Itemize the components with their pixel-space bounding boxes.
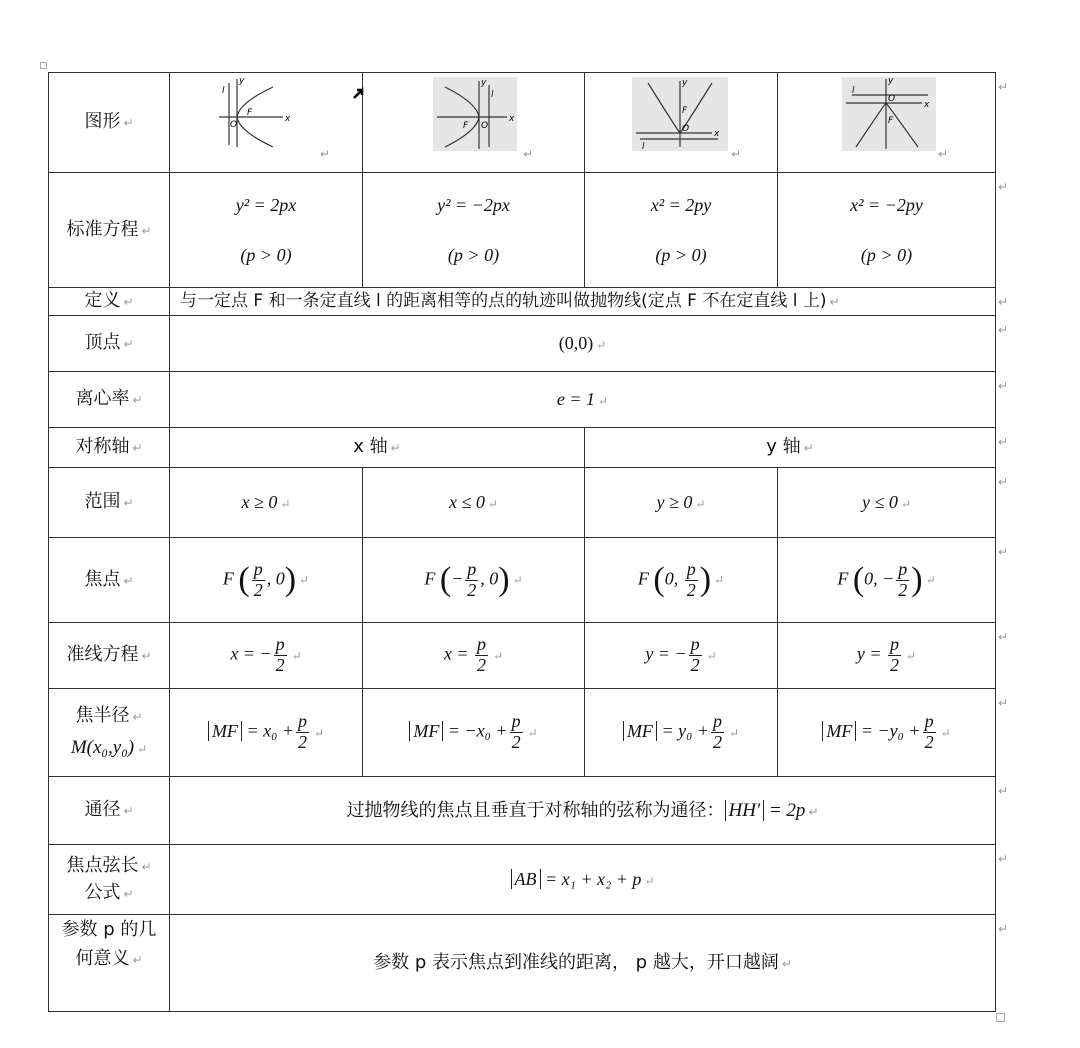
equation-4: x² = −2py (p > 0)	[778, 173, 996, 288]
definition-text: 与一定点 F 和一条定直线 l 的距离相等的点的轨迹叫做抛物线(定点 F 不在定直线 l 上) ↵	[170, 288, 996, 316]
table-resize-handle[interactable]	[996, 1013, 1005, 1022]
axis-y: y 轴 ↵	[585, 428, 996, 468]
row-end-mark: ↵	[998, 80, 1009, 94]
directrix-3: y = − $\frac{p}{2}$ ↵	[585, 623, 778, 689]
svg-text:O: O	[230, 120, 238, 130]
parabola-left-diagram	[419, 73, 529, 153]
axis-x: x 轴 ↵	[170, 428, 585, 468]
row-eccentricity	[49, 372, 996, 428]
svg-text:x: x	[714, 129, 720, 139]
svg-text:x: x	[508, 114, 514, 124]
equation-2: y² = −2px (p > 0)	[363, 173, 585, 288]
svg-text:O: O	[480, 121, 488, 131]
range-3: y ≥ 0 ↵	[585, 468, 778, 538]
row-axis	[49, 428, 996, 468]
figure-down-opening: x y O F l ↵	[778, 73, 996, 173]
svg-text:y: y	[239, 76, 245, 86]
row-directrix	[49, 623, 996, 689]
row-parameter-meaning	[49, 915, 996, 1012]
row-end-mark: ↵	[998, 435, 1009, 449]
row-range	[49, 468, 996, 538]
svg-text:F: F	[682, 106, 688, 116]
label-latus-rectum: 通径 ↵	[49, 777, 170, 845]
svg-text:y: y	[682, 78, 688, 88]
label-eccentricity: 离心率 ↵	[49, 372, 170, 428]
label-vertex: 顶点 ↵	[49, 316, 170, 372]
cursor-arrow-icon	[352, 86, 366, 100]
range-4: y ≤ 0 ↵	[778, 468, 996, 538]
row-latus-rectum	[49, 777, 996, 845]
row-end-mark: ↵	[998, 852, 1009, 866]
label-directrix: 准线方程 ↵	[49, 623, 170, 689]
label-definition: 定义 ↵	[49, 288, 170, 316]
svg-text:F: F	[887, 116, 893, 126]
latus-rectum-text: 过抛物线的焦点且垂直于对称轴的弦称为通径： HH′ = 2p ↵	[170, 777, 996, 845]
label-focus: 焦点 ↵	[49, 538, 170, 623]
directrix-1: x = − $\frac{p}{2}$ ↵	[170, 623, 363, 689]
focal-chord-formula: AB = x₁ + x₂ + p ↵	[170, 845, 996, 915]
figure-right-opening: x y O F l ↵	[170, 73, 363, 173]
parameter-meaning-text: 参数 p 表示焦点到准线的距离， p 越大，开口越阔 ↵	[170, 915, 996, 1012]
label-parameter-meaning: 参数 p 的几 何意义 ↵	[49, 915, 170, 1012]
svg-text:O: O	[887, 94, 895, 104]
svg-text:l: l	[222, 86, 225, 96]
row-end-mark: ↵	[998, 295, 1009, 309]
svg-text:F: F	[462, 121, 468, 131]
focus-4: F (0, − $\frac{p}{2}$ ) ↵	[778, 538, 996, 623]
row-definition	[49, 288, 996, 316]
label-focal-radius: 焦半径 ↵ M(x₀,y₀) ↵	[49, 689, 170, 777]
figure-left-opening: x y O F l ↵	[363, 73, 585, 173]
focus-2: F (− $\frac{p}{2}$ , 0) ↵	[363, 538, 585, 623]
label-figure: 图形 ↵	[49, 73, 170, 173]
row-end-mark: ↵	[998, 922, 1009, 936]
directrix-2: x = $\frac{p}{2}$ ↵	[363, 623, 585, 689]
equation-3: x² = 2py (p > 0)	[585, 173, 778, 288]
svg-text:y: y	[887, 76, 893, 86]
label-focal-chord: 焦点弦长 ↵ 公式 ↵	[49, 845, 170, 915]
range-2: x ≤ 0 ↵	[363, 468, 585, 538]
focus-1: F ( $\frac{p}{2}$ , 0) ↵	[170, 538, 363, 623]
svg-text:l: l	[642, 142, 645, 152]
svg-text:x: x	[923, 100, 929, 110]
parabola-up-diagram	[626, 73, 736, 153]
focal-radius-1: MF = x₀ + $\frac{p}{2}$ ↵	[170, 689, 363, 777]
directrix-4: y = $\frac{p}{2}$ ↵	[778, 623, 996, 689]
table-move-handle[interactable]	[40, 62, 47, 69]
vertex-value: (0,0) ↵	[170, 316, 996, 372]
label-equation: 标准方程 ↵	[49, 173, 170, 288]
row-end-mark: ↵	[998, 475, 1009, 489]
label-range: 范围 ↵	[49, 468, 170, 538]
row-vertex	[49, 316, 996, 372]
row-equation	[49, 173, 996, 288]
row-figure	[49, 73, 996, 173]
range-1: x ≥ 0 ↵	[170, 468, 363, 538]
row-focus	[49, 538, 996, 623]
focal-radius-2: MF = −x₀ + $\frac{p}{2}$ ↵	[363, 689, 585, 777]
svg-text:x: x	[285, 114, 291, 124]
row-end-mark: ↵	[998, 180, 1009, 194]
svg-text:l: l	[490, 90, 494, 100]
eccentricity-value: e = 1 ↵	[170, 372, 996, 428]
parabola-right-diagram	[211, 73, 321, 153]
svg-text:O: O	[682, 124, 690, 134]
row-end-mark: ↵	[998, 323, 1009, 337]
focal-radius-3: MF = y₀ + $\frac{p}{2}$ ↵	[585, 689, 778, 777]
svg-text:F: F	[247, 108, 253, 118]
figure-up-opening: x y O F l ↵	[585, 73, 778, 173]
row-end-mark: ↵	[998, 545, 1009, 559]
svg-text:l: l	[851, 86, 855, 96]
parabola-down-diagram	[832, 73, 942, 153]
parabola-properties-table	[48, 72, 996, 1012]
focus-3: F (0, $\frac{p}{2}$ ) ↵	[585, 538, 778, 623]
row-focal-radius	[49, 689, 996, 777]
focal-radius-4: MF = −y₀ + $\frac{p}{2}$ ↵	[778, 689, 996, 777]
row-end-mark: ↵	[998, 379, 1009, 393]
row-end-mark: ↵	[998, 784, 1009, 798]
label-axis: 对称轴 ↵	[49, 428, 170, 468]
row-focal-chord	[49, 845, 996, 915]
row-end-mark: ↵	[998, 696, 1009, 710]
svg-text:y: y	[480, 78, 486, 88]
row-end-mark: ↵	[998, 630, 1009, 644]
equation-1: y² = 2px (p > 0)	[170, 173, 363, 288]
